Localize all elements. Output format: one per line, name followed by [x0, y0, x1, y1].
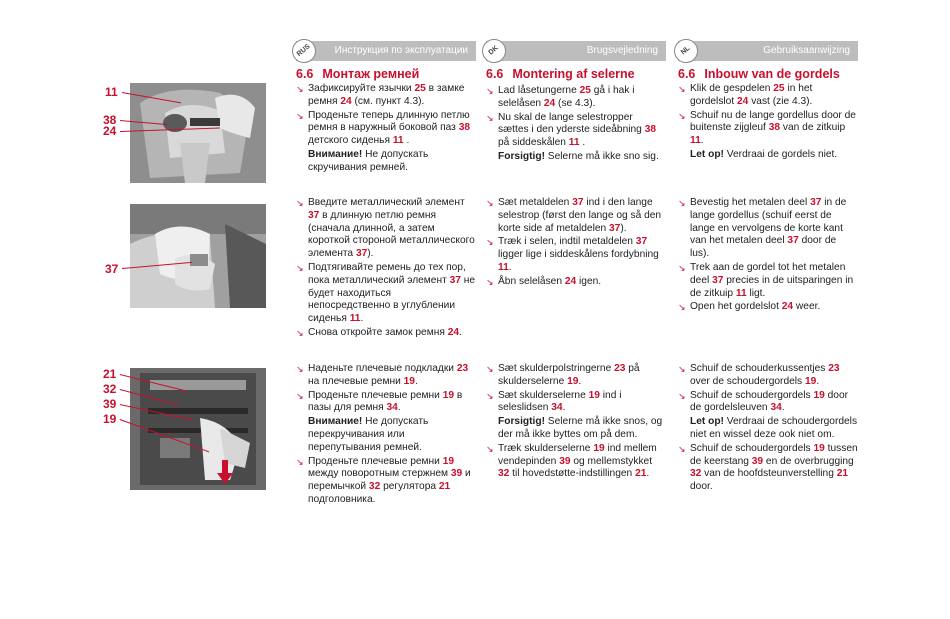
- warning-note: [678, 149, 858, 162]
- step-text: ligger lige i siddeskålens fordybning: [498, 249, 659, 261]
- warning-note: [486, 151, 666, 164]
- instruction-block: [486, 197, 666, 290]
- instruction-step: [678, 390, 858, 416]
- step-text: .: [781, 402, 785, 414]
- step-text: door de lus).: [690, 235, 837, 260]
- step-text: Træk i selen, indtil metaldelen: [498, 236, 636, 248]
- part-reference-number: 32: [368, 481, 381, 493]
- part-reference-number: 25: [773, 83, 785, 94]
- instruction-block: [296, 197, 476, 341]
- part-reference-number: 24: [447, 326, 460, 338]
- step-arrow-icon: ↘: [678, 198, 686, 208]
- callout-label: 38: [103, 113, 117, 127]
- section-title: [678, 67, 858, 81]
- part-reference-number: 32: [690, 468, 702, 480]
- step-text: в пазы для ремня: [308, 389, 463, 414]
- step-text: vast (zie 4.3).: [748, 95, 813, 107]
- step-text: ).: [620, 222, 627, 234]
- section-title-text: Montering af selerne: [512, 67, 635, 81]
- step-text: Lad låsetungerne: [498, 85, 580, 96]
- warning-note: [296, 416, 476, 454]
- step-arrow-icon: ↘: [678, 364, 686, 374]
- part-reference-number: 34: [551, 402, 563, 414]
- step-arrow-icon: ↘: [678, 302, 686, 313]
- warning-label: Let op!: [690, 148, 724, 160]
- part-reference-number: 24: [564, 275, 577, 287]
- part-reference-number: 37: [355, 248, 368, 260]
- part-reference-number: 11: [392, 135, 404, 147]
- step-arrow-icon: ↘: [678, 443, 686, 454]
- step-text: ind i den lange selestrop (først den lange og så den korte side af metaldelen: [498, 197, 662, 234]
- step-text: tussen de keerstang: [690, 442, 858, 467]
- step-text: .: [562, 402, 566, 414]
- warning-label: Внимание!: [308, 148, 363, 160]
- step-text: в замке ремня: [308, 83, 465, 107]
- section-title-text: Inbouw van de gordels: [704, 67, 840, 81]
- step-text: Åbn selelåsen: [498, 275, 565, 287]
- step-text: подголовника.: [308, 493, 376, 505]
- step-text: Nu skal de lange selestropper sættes i den yderste sideåbning: [498, 111, 645, 136]
- instruction-step: [486, 197, 666, 235]
- instruction-step: [678, 262, 858, 300]
- step-text: Проденьте плечевые ремни: [308, 455, 443, 467]
- step-text: til hovedstøtte-indstillingen: [509, 468, 636, 480]
- step-text: og mellemstykket: [570, 455, 653, 467]
- instruction-step: [486, 443, 666, 481]
- column-rus: [295, 41, 476, 505]
- step-text: .: [459, 326, 462, 338]
- step-text: ind i seleslidsen: [498, 389, 622, 414]
- part-reference-number: 37: [449, 274, 461, 286]
- instruction-step: [678, 363, 858, 389]
- step-text: door.: [690, 481, 713, 493]
- step-arrow-icon: ↘: [486, 198, 494, 208]
- instruction-step: [296, 197, 476, 261]
- step-text: Наденьте плечевые подкладки: [308, 363, 457, 374]
- section-number: 6.6: [678, 67, 696, 81]
- instruction-step: [296, 456, 476, 507]
- warning-label: Let op!: [690, 416, 724, 428]
- part-reference-number: 38: [644, 124, 657, 136]
- part-reference-number: 32: [498, 468, 510, 480]
- step-text: Проденьте теперь длинную петлю ремня в наружный боковой паз: [308, 109, 470, 134]
- step-text: между поворотным стержнем: [308, 468, 451, 480]
- column-header-title: Инструкция по эксплуатации: [334, 45, 468, 56]
- step-text: door de gordelsleuven: [690, 389, 849, 414]
- step-text: .: [578, 375, 582, 387]
- part-reference-number: 37: [810, 197, 822, 208]
- step-text: van de hoofdsteunverstelling: [701, 468, 837, 480]
- step-text: не будет находиться непосредственно в углублении сиденья: [308, 274, 476, 325]
- callout-label: 11: [105, 85, 118, 99]
- column-nl: [678, 41, 858, 493]
- part-reference-number: 37: [572, 197, 584, 208]
- part-reference-number: 19: [593, 442, 605, 454]
- step-text: Klik de gespdelen: [690, 83, 774, 94]
- step-text: Зафиксируйте язычки: [308, 83, 415, 94]
- part-reference-number: 39: [450, 468, 463, 480]
- part-reference-number: 34: [770, 402, 782, 414]
- instruction-block: [486, 85, 666, 165]
- step-text: en de overbrugging: [763, 455, 854, 467]
- part-reference-number: 23: [614, 363, 626, 374]
- callout-label: 21: [103, 367, 117, 381]
- instruction-step: [486, 390, 666, 416]
- language-badge: RUS: [287, 34, 321, 68]
- warning-label: Forsigtig!: [498, 416, 545, 428]
- part-reference-number: 24: [543, 97, 556, 109]
- part-reference-number: 21: [836, 468, 849, 480]
- warning-note: [486, 416, 666, 442]
- column-dk: [486, 41, 666, 480]
- part-reference-number: 34: [386, 402, 398, 414]
- step-text: Schuif de schouderkussentjes: [690, 363, 829, 374]
- section-title: [486, 67, 666, 81]
- column-header: [678, 41, 858, 61]
- part-reference-number: 37: [609, 222, 621, 234]
- part-reference-number: 19: [442, 455, 455, 467]
- step-text: weer.: [793, 301, 821, 313]
- part-reference-number: 19: [588, 389, 600, 401]
- part-reference-number: 19: [442, 389, 455, 401]
- part-reference-number: 38: [458, 122, 471, 134]
- instruction-block: [486, 363, 666, 482]
- part-reference-number: 21: [438, 481, 451, 493]
- part-reference-number: 23: [456, 363, 469, 374]
- warning-label: Внимание!: [308, 416, 363, 428]
- part-reference-number: 24: [781, 301, 794, 313]
- instruction-step: [486, 276, 666, 289]
- step-text: ind mellem vendepinden: [498, 442, 657, 467]
- instruction-block: [678, 363, 858, 495]
- step-text: .: [414, 375, 418, 387]
- instruction-step: [678, 443, 858, 494]
- column-header-title: Gebruiksaanwijzing: [763, 45, 850, 56]
- step-text: ).: [367, 248, 374, 260]
- callout-label: 32: [103, 382, 117, 396]
- step-arrow-icon: ↘: [296, 456, 304, 467]
- step-text: Open het gordelslot: [690, 301, 782, 313]
- part-reference-number: 37: [635, 236, 648, 248]
- callout-label: 19: [103, 412, 117, 426]
- instruction-step: [486, 236, 666, 274]
- step-text: (se 4.3).: [555, 97, 596, 109]
- step-arrow-icon: ↘: [486, 443, 494, 454]
- step-text: Verdraai de gordels niet.: [723, 148, 838, 160]
- section-title-text: Монтаж ремней: [322, 67, 420, 81]
- part-reference-number: 37: [308, 209, 320, 221]
- instruction-step: [678, 197, 858, 261]
- column-header-title: Brugsvejledning: [586, 45, 658, 56]
- part-reference-number: 19: [813, 389, 825, 401]
- part-reference-number: 23: [828, 363, 840, 374]
- instruction-step: [296, 83, 476, 109]
- step-text: .: [508, 261, 512, 273]
- part-reference-number: 38: [768, 122, 781, 134]
- step-text: på siddeskålen: [498, 137, 569, 149]
- step-text: Verdraai de schoudergordels niet en wissel deze ook niet om.: [690, 416, 858, 440]
- part-reference-number: 19: [403, 375, 415, 387]
- step-text: на плечевые ремни: [308, 375, 404, 387]
- instruction-block: [296, 83, 476, 176]
- instruction-step: [678, 110, 858, 148]
- callout-label: 39: [103, 397, 117, 411]
- step-text: Не допускать скручивания ремней.: [308, 148, 429, 173]
- step-arrow-icon: ↘: [296, 198, 304, 208]
- instruction-step: [486, 363, 666, 389]
- step-text: (см. пункт 4.3).: [351, 95, 425, 107]
- step-arrow-icon: ↘: [296, 364, 304, 374]
- step-text: igen.: [576, 275, 602, 287]
- part-reference-number: 25: [414, 83, 426, 94]
- step-arrow-icon: ↘: [296, 110, 304, 121]
- part-reference-number: 39: [559, 455, 571, 467]
- step-text: Schuif nu de lange gordellus door de buitenste zijgleuf: [690, 109, 856, 134]
- warning-note: [678, 416, 858, 442]
- step-text: Selerne må ikke sno sig.: [544, 150, 659, 162]
- part-reference-number: 11: [498, 261, 509, 273]
- step-text: precies in de uitsparingen in de zitkuip: [690, 274, 854, 299]
- step-text: регулятора: [380, 481, 439, 493]
- warning-note: [296, 149, 476, 175]
- column-header: [486, 41, 666, 61]
- step-text: Trek aan de gordel tot het metalen deel: [690, 261, 846, 286]
- instruction-step: [678, 301, 858, 314]
- step-arrow-icon: ↘: [296, 262, 304, 273]
- step-text: .: [403, 135, 410, 147]
- step-text: in het gordelslot: [690, 83, 813, 107]
- step-text: .: [700, 135, 704, 147]
- part-reference-number: 19: [804, 375, 817, 387]
- instruction-step: [486, 112, 666, 150]
- part-reference-number: 21: [635, 468, 647, 480]
- step-text: over de schoudergordels: [690, 375, 805, 387]
- instruction-block: [296, 363, 476, 508]
- step-text: Selerne må ikke snos, og der må ikke byttes om på dem.: [498, 416, 663, 440]
- part-reference-number: 24: [340, 95, 352, 107]
- language-badge: NL: [669, 34, 703, 68]
- figure-2-photo: [130, 204, 266, 308]
- step-text: детского сиденья: [308, 135, 393, 147]
- step-arrow-icon: ↘: [486, 112, 494, 123]
- part-reference-number: 11: [568, 137, 580, 149]
- callout-label: 37: [105, 262, 119, 276]
- step-text: .: [646, 468, 650, 480]
- instruction-step: [296, 262, 476, 326]
- step-arrow-icon: ↘: [486, 390, 494, 401]
- step-arrow-icon: ↘: [486, 237, 494, 248]
- step-text: på skulderselerne: [498, 363, 640, 387]
- section-title: [296, 67, 476, 81]
- step-arrow-icon: ↘: [486, 364, 494, 374]
- step-text: Schuif de schoudergordels: [690, 442, 814, 454]
- step-arrow-icon: ↘: [486, 86, 494, 96]
- step-text: Подтягивайте ремень до тех пор, пока металлический элемент: [308, 261, 466, 286]
- step-arrow-icon: ↘: [296, 390, 304, 401]
- step-arrow-icon: ↘: [678, 262, 686, 273]
- step-text: и перемычкой: [308, 468, 471, 493]
- step-arrow-icon: ↘: [678, 84, 686, 94]
- step-text: Træk skulderselerne: [498, 442, 594, 454]
- step-text: Снова откройте замок ремня: [308, 326, 448, 338]
- instruction-step: [486, 85, 666, 111]
- step-arrow-icon: ↘: [678, 390, 686, 401]
- instruction-step: [296, 327, 476, 340]
- instruction-step: [296, 390, 476, 416]
- step-text: van de zitkuip: [780, 122, 846, 134]
- step-text: gå i hak i selelåsen: [498, 85, 635, 109]
- language-badge: DK: [477, 34, 511, 68]
- section-number: 6.6: [296, 67, 314, 81]
- step-text: .: [816, 375, 820, 387]
- step-arrow-icon: ↘: [296, 84, 304, 94]
- warning-label: Forsigtig!: [498, 150, 545, 162]
- part-reference-number: 19: [567, 375, 579, 387]
- step-text: Bevestig het metalen deel: [690, 197, 811, 208]
- instruction-block: [678, 197, 858, 315]
- step-text: .: [360, 313, 364, 325]
- part-reference-number: 37: [712, 274, 724, 286]
- step-text: .: [397, 402, 401, 414]
- part-reference-number: 11: [349, 313, 361, 325]
- part-reference-number: 11: [690, 135, 701, 147]
- part-reference-number: 39: [751, 455, 764, 467]
- step-text: Введите металлический элемент: [308, 197, 465, 208]
- part-reference-number: 37: [787, 235, 799, 247]
- column-header: [296, 41, 476, 61]
- step-text: ligt.: [746, 287, 766, 299]
- step-text: Schuif de schoudergordels: [690, 389, 814, 401]
- step-text: Sæt skulderselerne: [498, 389, 589, 401]
- step-text: Не допускать перекручивания или перепутывания ремней.: [308, 416, 429, 453]
- figure-3-photo: [130, 368, 266, 490]
- callout-label: 24: [103, 124, 117, 138]
- step-text: Проденьте плечевые ремни: [308, 389, 443, 401]
- part-reference-number: 24: [737, 95, 749, 107]
- section-number: 6.6: [486, 67, 504, 81]
- step-text: Sæt metaldelen: [498, 197, 573, 208]
- step-text: в длинную петлю ремня (сначала длинной, а затем короткой стороной металлического элемента: [308, 209, 475, 260]
- instruction-step: [296, 110, 476, 148]
- step-text: .: [579, 137, 586, 149]
- instruction-block: [678, 83, 858, 163]
- part-reference-number: 19: [813, 442, 825, 454]
- part-reference-number: 25: [579, 85, 591, 96]
- part-reference-number: 11: [735, 287, 747, 299]
- step-text: in de lange gordellus (schuif eerst de lange en vervolgens de korte kant van het metalen deel: [690, 197, 847, 247]
- step-arrow-icon: ↘: [486, 276, 494, 287]
- instruction-step: [678, 83, 858, 109]
- step-text: Sæt skulderpolstringerne: [498, 363, 615, 374]
- step-arrow-icon: ↘: [296, 327, 304, 338]
- instruction-step: [296, 363, 476, 389]
- step-arrow-icon: ↘: [678, 110, 686, 121]
